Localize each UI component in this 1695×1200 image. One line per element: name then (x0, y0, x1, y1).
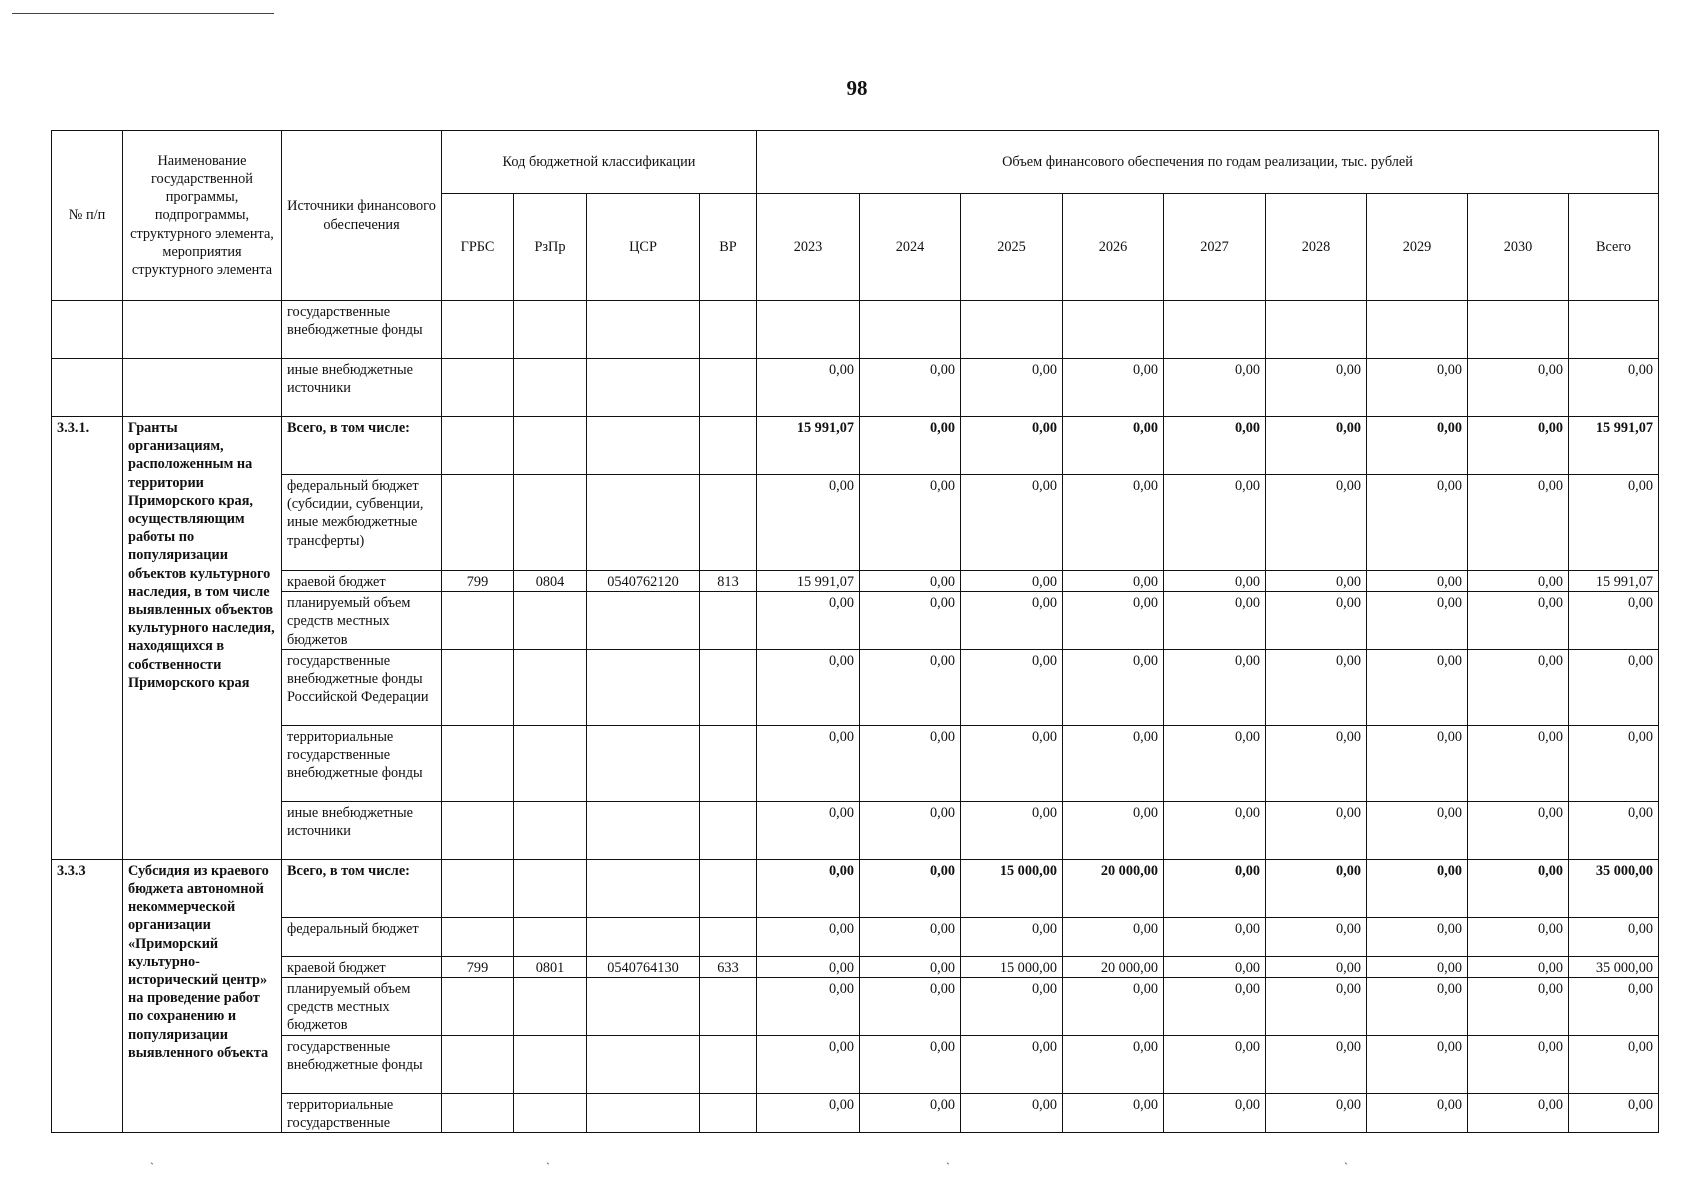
year-value-cell: 0,00 (1468, 649, 1569, 725)
year-value-cell (757, 301, 860, 359)
year-value-cell: 0,00 (1367, 917, 1468, 956)
year-value-cell: 0,00 (757, 917, 860, 956)
header-year-2025: 2025 (961, 194, 1063, 301)
header-total: Всего (1569, 194, 1659, 301)
year-value-cell: 0,00 (757, 801, 860, 859)
budget-code-cell (514, 359, 587, 417)
table-row (52, 1093, 1659, 1132)
year-value-cell: 0,00 (1367, 956, 1468, 977)
table-row (52, 917, 1659, 956)
year-value-cell: 0,00 (1063, 417, 1164, 475)
table-row (52, 978, 1659, 1036)
table-row (52, 1035, 1659, 1093)
year-value-cell: 15 000,00 (961, 859, 1063, 917)
year-value-cell: 0,00 (757, 956, 860, 977)
year-value-cell: 0,00 (1468, 475, 1569, 571)
year-value-cell: 0,00 (757, 1093, 860, 1132)
year-value-cell: 0,00 (1367, 1093, 1468, 1132)
year-value-cell (961, 301, 1063, 359)
year-value-cell: 20 000,00 (1063, 956, 1164, 977)
table-row (52, 859, 1659, 917)
year-value-cell: 0,00 (1063, 571, 1164, 592)
total-value-cell: 0,00 (1569, 1093, 1659, 1132)
year-value-cell: 0,00 (757, 725, 860, 801)
budget-code-cell: 633 (700, 956, 757, 977)
budget-code-cell (587, 649, 700, 725)
budget-code-cell (514, 301, 587, 359)
budget-code-cell (587, 417, 700, 475)
budget-code-cell (514, 475, 587, 571)
budget-code-cell (700, 725, 757, 801)
budget-code-cell (514, 859, 587, 917)
header-rzpr: РзПр (514, 194, 587, 301)
row-number-cell (52, 301, 123, 359)
year-value-cell: 0,00 (1468, 801, 1569, 859)
year-value-cell: 0,00 (1164, 649, 1266, 725)
year-value-cell: 0,00 (860, 475, 961, 571)
header-csr: ЦСР (587, 194, 700, 301)
total-value-cell: 15 991,07 (1569, 571, 1659, 592)
budget-code-cell (442, 725, 514, 801)
year-value-cell: 0,00 (1063, 978, 1164, 1036)
year-value-cell: 0,00 (1266, 859, 1367, 917)
budget-code-cell: 0540764130 (587, 956, 700, 977)
header-year-2029: 2029 (1367, 194, 1468, 301)
year-value-cell: 0,00 (1063, 801, 1164, 859)
budget-code-cell (514, 592, 587, 650)
header-vr: ВР (700, 194, 757, 301)
budget-code-cell (442, 1093, 514, 1132)
page-number: 98 (846, 76, 868, 100)
funding-source-cell: планируемый объем средств местных бюджетов (282, 978, 442, 1036)
year-value-cell: 0,00 (757, 649, 860, 725)
year-value-cell: 0,00 (860, 571, 961, 592)
budget-code-cell (514, 801, 587, 859)
year-value-cell: 0,00 (961, 417, 1063, 475)
total-value-cell: 0,00 (1569, 1035, 1659, 1093)
funding-source-cell: федеральный бюджет (субсидии, субвенции, иные межбюджетные трансферты) (282, 475, 442, 571)
table-row (52, 301, 1659, 359)
budget-code-cell: 0804 (514, 571, 587, 592)
year-value-cell: 0,00 (1367, 978, 1468, 1036)
budget-code-cell (700, 359, 757, 417)
year-value-cell: 0,00 (1367, 359, 1468, 417)
funding-source-cell: государственные внебюджетные фонды (282, 301, 442, 359)
budget-code-cell (442, 1035, 514, 1093)
header-year-2030: 2030 (1468, 194, 1569, 301)
year-value-cell: 0,00 (1266, 1035, 1367, 1093)
year-value-cell: 0,00 (1266, 956, 1367, 977)
funding-source-cell: краевой бюджет (282, 956, 442, 977)
year-value-cell: 15 991,07 (757, 571, 860, 592)
budget-code-cell (587, 1035, 700, 1093)
budget-code-cell (700, 978, 757, 1036)
budget-code-cell (700, 1035, 757, 1093)
year-value-cell: 0,00 (1063, 592, 1164, 650)
table-row (52, 956, 1659, 977)
budget-code-cell (514, 978, 587, 1036)
budget-code-cell (700, 917, 757, 956)
total-value-cell: 0,00 (1569, 359, 1659, 417)
year-value-cell: 0,00 (961, 725, 1063, 801)
row-number-cell: 3.3.1. (52, 417, 123, 860)
year-value-cell: 0,00 (1468, 359, 1569, 417)
budget-code-cell (442, 649, 514, 725)
header-num: № п/п (52, 131, 123, 301)
budget-code-cell (587, 978, 700, 1036)
budget-code-cell (514, 1093, 587, 1132)
year-value-cell: 0,00 (1367, 859, 1468, 917)
year-value-cell: 0,00 (961, 1093, 1063, 1132)
program-name-cell (123, 359, 282, 417)
table-row (52, 725, 1659, 801)
year-value-cell: 0,00 (1266, 475, 1367, 571)
funding-source-cell: территориальные государственные внебюджетные фонды (282, 725, 442, 801)
budget-code-cell (700, 417, 757, 475)
year-value-cell: 0,00 (1164, 475, 1266, 571)
year-value-cell: 0,00 (860, 956, 961, 977)
year-value-cell: 0,00 (1063, 475, 1164, 571)
year-value-cell: 0,00 (961, 475, 1063, 571)
year-value-cell: 0,00 (860, 592, 961, 650)
budget-code-cell (700, 592, 757, 650)
year-value-cell: 0,00 (1367, 592, 1468, 650)
year-value-cell: 0,00 (961, 1035, 1063, 1093)
header-year-2028: 2028 (1266, 194, 1367, 301)
funding-source-cell: иные внебюджетные источники (282, 801, 442, 859)
year-value-cell: 0,00 (1164, 917, 1266, 956)
budget-code-cell (700, 1093, 757, 1132)
year-value-cell: 0,00 (1063, 917, 1164, 956)
year-value-cell: 0,00 (1164, 859, 1266, 917)
total-value-cell (1569, 301, 1659, 359)
year-value-cell: 20 000,00 (1063, 859, 1164, 917)
row-number-cell: 3.3.3 (52, 859, 123, 1132)
year-value-cell: 0,00 (1164, 1093, 1266, 1132)
table-row (52, 801, 1659, 859)
table-row (52, 475, 1659, 571)
row-number-cell (52, 359, 123, 417)
year-value-cell: 0,00 (1164, 956, 1266, 977)
year-value-cell: 0,00 (1266, 571, 1367, 592)
year-value-cell: 0,00 (757, 1035, 860, 1093)
year-value-cell: 0,00 (860, 917, 961, 956)
header-year-2026: 2026 (1063, 194, 1164, 301)
year-value-cell (1367, 301, 1468, 359)
year-value-cell: 0,00 (1468, 917, 1569, 956)
year-value-cell: 0,00 (1367, 417, 1468, 475)
year-value-cell: 0,00 (860, 649, 961, 725)
table-row (52, 571, 1659, 592)
year-value-cell: 0,00 (1468, 725, 1569, 801)
year-value-cell: 0,00 (860, 978, 961, 1036)
budget-code-cell (587, 475, 700, 571)
year-value-cell: 0,00 (1468, 592, 1569, 650)
year-value-cell: 0,00 (1266, 801, 1367, 859)
budget-code-cell (514, 649, 587, 725)
funding-source-cell: Всего, в том числе: (282, 859, 442, 917)
funding-source-cell: государственные внебюджетные фонды Российской Федерации (282, 649, 442, 725)
year-value-cell: 0,00 (1266, 417, 1367, 475)
header-year-2027: 2027 (1164, 194, 1266, 301)
year-value-cell: 0,00 (1468, 1093, 1569, 1132)
year-value-cell: 15 000,00 (961, 956, 1063, 977)
budget-code-cell (514, 725, 587, 801)
year-value-cell: 0,00 (1367, 725, 1468, 801)
year-value-cell: 0,00 (961, 359, 1063, 417)
budget-code-cell (442, 978, 514, 1036)
budget-code-cell (442, 801, 514, 859)
total-value-cell: 0,00 (1569, 475, 1659, 571)
program-name-cell (123, 301, 282, 359)
year-value-cell: 0,00 (1063, 649, 1164, 725)
year-value-cell: 0,00 (860, 417, 961, 475)
budget-code-cell: 799 (442, 956, 514, 977)
year-value-cell: 0,00 (961, 978, 1063, 1036)
year-value-cell: 0,00 (1266, 1093, 1367, 1132)
budget-code-cell: 799 (442, 571, 514, 592)
total-value-cell: 35 000,00 (1569, 956, 1659, 977)
total-value-cell: 35 000,00 (1569, 859, 1659, 917)
top-rule (12, 13, 274, 14)
year-value-cell (1063, 301, 1164, 359)
year-value-cell: 0,00 (1266, 917, 1367, 956)
table-row (52, 649, 1659, 725)
budget-code-cell (587, 301, 700, 359)
year-value-cell: 0,00 (860, 859, 961, 917)
budget-code-cell (700, 475, 757, 571)
total-value-cell: 0,00 (1569, 725, 1659, 801)
year-value-cell: 0,00 (1468, 859, 1569, 917)
header-name: Наименование государственной программы, подпрограммы, структурного элемента, мероприятия структурного элемента (123, 131, 282, 301)
budget-code-cell (587, 801, 700, 859)
budget-code-cell (587, 359, 700, 417)
year-value-cell: 0,00 (1367, 1035, 1468, 1093)
year-value-cell: 0,00 (1164, 801, 1266, 859)
year-value-cell: 0,00 (961, 571, 1063, 592)
year-value-cell: 0,00 (757, 475, 860, 571)
year-value-cell: 0,00 (961, 801, 1063, 859)
year-value-cell: 0,00 (961, 592, 1063, 650)
header-code-group: Код бюджетной классификации (442, 131, 757, 194)
budget-code-cell: 813 (700, 571, 757, 592)
year-value-cell (1164, 301, 1266, 359)
budget-code-cell (587, 1093, 700, 1132)
budget-code-cell (442, 859, 514, 917)
year-value-cell: 0,00 (961, 917, 1063, 956)
year-value-cell: 0,00 (757, 592, 860, 650)
program-name-cell: Субсидия из краевого бюджета автономной некоммерческой организации «Приморский культурно-исторический центр» на проведение работ по сохранению и популяризации выявленного объекта (123, 859, 282, 1132)
year-value-cell: 0,00 (1367, 649, 1468, 725)
year-value-cell: 0,00 (1468, 417, 1569, 475)
year-value-cell: 0,00 (1266, 725, 1367, 801)
budget-code-cell (700, 649, 757, 725)
header-source: Источники финансового обеспечения (282, 131, 442, 301)
financing-table (51, 130, 1659, 1133)
funding-source-cell: территориальные государственные (282, 1093, 442, 1132)
table-row (52, 592, 1659, 650)
funding-source-cell: государственные внебюджетные фонды (282, 1035, 442, 1093)
year-value-cell: 0,00 (961, 649, 1063, 725)
year-value-cell: 0,00 (1164, 592, 1266, 650)
budget-code-cell (514, 417, 587, 475)
budget-code-cell (514, 917, 587, 956)
budget-code-cell (700, 801, 757, 859)
year-value-cell: 0,00 (757, 859, 860, 917)
year-value-cell: 0,00 (1266, 978, 1367, 1036)
table-row (52, 359, 1659, 417)
budget-code-cell (700, 301, 757, 359)
year-value-cell: 0,00 (1164, 571, 1266, 592)
budget-code-cell: 0801 (514, 956, 587, 977)
total-value-cell: 0,00 (1569, 978, 1659, 1036)
year-value-cell (1266, 301, 1367, 359)
year-value-cell: 0,00 (1468, 978, 1569, 1036)
year-value-cell (1468, 301, 1569, 359)
year-value-cell: 0,00 (757, 978, 860, 1036)
year-value-cell: 0,00 (860, 1093, 961, 1132)
year-value-cell: 0,00 (1164, 725, 1266, 801)
year-value-cell: 0,00 (1266, 592, 1367, 650)
total-value-cell: 0,00 (1569, 917, 1659, 956)
year-value-cell: 0,00 (1468, 1035, 1569, 1093)
year-value-cell: 0,00 (1164, 359, 1266, 417)
funding-source-cell: планируемый объем средств местных бюджетов (282, 592, 442, 650)
year-value-cell: 0,00 (1164, 417, 1266, 475)
year-value-cell: 0,00 (1367, 475, 1468, 571)
total-value-cell: 0,00 (1569, 801, 1659, 859)
budget-code-cell (442, 475, 514, 571)
budget-code-cell (442, 917, 514, 956)
year-value-cell: 0,00 (1164, 1035, 1266, 1093)
budget-code-cell (442, 417, 514, 475)
year-value-cell: 0,00 (757, 359, 860, 417)
year-value-cell: 0,00 (1468, 956, 1569, 977)
year-value-cell: 0,00 (1266, 359, 1367, 417)
budget-code-cell (587, 917, 700, 956)
year-value-cell: 0,00 (1266, 649, 1367, 725)
budget-code-cell (442, 592, 514, 650)
year-value-cell: 0,00 (860, 1035, 961, 1093)
table-row (52, 417, 1659, 475)
funding-source-cell: федеральный бюджет (282, 917, 442, 956)
table-header (52, 131, 1659, 301)
budget-code-cell (587, 592, 700, 650)
year-value-cell: 0,00 (1164, 978, 1266, 1036)
year-value-cell: 0,00 (1367, 801, 1468, 859)
year-value-cell: 0,00 (860, 801, 961, 859)
funding-source-cell: краевой бюджет (282, 571, 442, 592)
header-grbs: ГРБС (442, 194, 514, 301)
year-value-cell: 0,00 (1063, 359, 1164, 417)
year-value-cell: 0,00 (1063, 725, 1164, 801)
budget-code-cell (587, 725, 700, 801)
program-name-cell: Гранты организациям, расположенным на территории Приморского края, осуществляющим работы по популяризации объектов культурного наследия, в том числе выявленных объектов культурного наследия, находящихся в собственности Приморского края (123, 417, 282, 860)
budget-code-cell (442, 301, 514, 359)
budget-code-cell: 0540762120 (587, 571, 700, 592)
year-value-cell: 0,00 (1063, 1093, 1164, 1132)
funding-source-cell: иные внебюджетные источники (282, 359, 442, 417)
budget-code-cell (514, 1035, 587, 1093)
year-value-cell (860, 301, 961, 359)
budget-code-cell (587, 859, 700, 917)
budget-code-cell (442, 359, 514, 417)
year-value-cell: 0,00 (1063, 1035, 1164, 1093)
header-year-2024: 2024 (860, 194, 961, 301)
year-value-cell: 15 991,07 (757, 417, 860, 475)
funding-source-cell: Всего, в том числе: (282, 417, 442, 475)
year-value-cell: 0,00 (1468, 571, 1569, 592)
table-body (52, 301, 1659, 1133)
year-value-cell: 0,00 (860, 359, 961, 417)
budget-code-cell (700, 859, 757, 917)
year-value-cell: 0,00 (860, 725, 961, 801)
total-value-cell: 0,00 (1569, 592, 1659, 650)
total-value-cell: 0,00 (1569, 649, 1659, 725)
header-volume-group: Объем финансового обеспечения по годам реализации, тыс. рублей (757, 131, 1659, 194)
total-value-cell: 15 991,07 (1569, 417, 1659, 475)
header-year-2023: 2023 (757, 194, 860, 301)
year-value-cell: 0,00 (1367, 571, 1468, 592)
